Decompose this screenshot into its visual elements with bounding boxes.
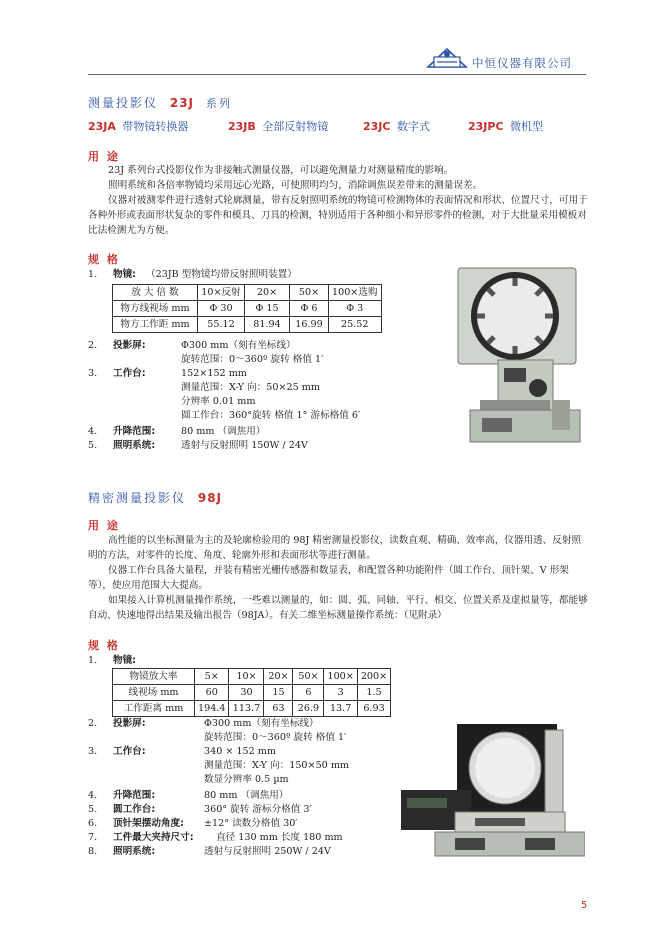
projector-23j-photo: [440, 260, 585, 450]
spec-label: 升降范围:: [113, 790, 156, 801]
table-cell: 200×: [357, 669, 390, 685]
spec-number: 7.: [88, 832, 98, 843]
table-cell: 物镜放大率: [113, 669, 195, 685]
table-cell: 81.94: [245, 317, 290, 333]
spec-label: 物镜:: [113, 269, 137, 280]
spec-number: 3.: [88, 746, 98, 757]
table-cell: 113.7: [229, 701, 264, 717]
usage-paragraph: 仪器工作台具备大量程，并装有精密光栅传感器和数显表，和配置各种功能附件（圆工作台、顶针架、V 形架等），使应用范围大大提高。: [88, 565, 569, 591]
section2-usage-text: [88, 533, 588, 623]
section1-usage-text: [88, 163, 588, 238]
table-cell: Φ 30: [198, 301, 245, 317]
spec-label: 照明系统:: [113, 846, 156, 857]
variant-item: 23JB 全部反射物镜: [228, 120, 329, 133]
section1-title-suffix: 系列: [205, 97, 232, 110]
table-cell: 6.93: [357, 701, 390, 717]
table-cell: 3: [324, 685, 357, 701]
section1-specs: [88, 268, 428, 458]
spec-number: 5.: [88, 440, 98, 451]
table-cell: 30: [229, 685, 264, 701]
spec-number: 6.: [88, 818, 98, 829]
table-cell: 10×: [229, 669, 264, 685]
table-cell: 20×: [264, 669, 293, 685]
table-row: [113, 301, 382, 317]
spec-value: Φ300 mm（刻有坐标线）: [204, 718, 319, 729]
projector-98j-photo: [395, 720, 585, 860]
spec-label: 工件最大夹持尺寸:: [113, 832, 194, 843]
spec-label: 投影屏:: [113, 340, 146, 351]
section2-title-prefix: 精密测量投影仪: [88, 491, 187, 505]
spec-label: 升降范围:: [113, 426, 156, 437]
table-cell: 194.4: [195, 701, 229, 717]
spec-value: 测量范围：X-Y 向：50×25 mm: [181, 382, 320, 393]
table-cell: 10×反射: [198, 285, 245, 301]
table-cell: 60: [195, 685, 229, 701]
company-name: 中恒仪器有限公司: [472, 56, 572, 70]
spec-value: 透射与反射照明 250W / 24V: [204, 846, 331, 857]
table-cell: 1.5: [357, 685, 390, 701]
section1-spec-heading: 规 格: [88, 253, 120, 266]
objective-table: [112, 668, 391, 717]
spec-number: 1.: [88, 655, 98, 666]
table-cell: 物方工作距 mm: [113, 317, 198, 333]
variant-item: 23JA 带物镜转换器: [88, 120, 189, 133]
table-row: [113, 285, 382, 301]
variant-item: 23JC 数字式: [363, 120, 430, 133]
objective-table: [112, 284, 382, 333]
spec-value: 透射与反射照明 150W / 24V: [181, 440, 308, 451]
table-cell: 100×: [324, 669, 357, 685]
table-cell: Φ 6: [290, 301, 329, 317]
spec-note: （23JB 型物镜均带反射照明装置）: [146, 269, 297, 280]
table-cell: 13.7: [324, 701, 357, 717]
spec-value: 圆工作台：360°旋转 格值 1° 游标格值 6′: [181, 410, 361, 421]
section2-usage-heading: 用 途: [88, 519, 120, 532]
usage-paragraph: 如果接入计算机测量操作系统，一些难以测量的，如：圆、弧、同轴、平行、相交、位置关系及虚拟量等，都能够自动、快速地得出结果及输出报告（98JA）。有关二维坐标测量操作系统：（见附录）: [88, 595, 588, 621]
table-cell: 20×: [245, 285, 290, 301]
spec-label: 工作台:: [113, 368, 146, 379]
spec-number: 3.: [88, 368, 98, 379]
table-cell: 63: [264, 701, 293, 717]
table-cell: 26.9: [293, 701, 324, 717]
section2-spec-heading: 规 格: [88, 639, 120, 652]
spec-label: 照明系统:: [113, 440, 156, 451]
table-cell: 线视场 mm: [113, 685, 195, 701]
section1-title: [88, 94, 232, 111]
table-cell: Φ 3: [329, 301, 382, 317]
spec-number: 4.: [88, 426, 98, 437]
spec-value: 直径 130 mm 长度 180 mm: [216, 832, 343, 843]
table-cell: 5×: [195, 669, 229, 685]
spec-label: 投影屏:: [113, 718, 146, 729]
table-cell: 55.12: [198, 317, 245, 333]
spec-value: 360° 旋转 游标分格值 3′: [204, 804, 312, 815]
spec-number: 8.: [88, 846, 98, 857]
section1-title-model: 23J: [169, 96, 195, 110]
spec-value: 152×152 mm: [181, 368, 247, 379]
usage-paragraph: 仪器对被测零件进行透射式轮廓测量，带有反射照明系统的物镜可检测物体的表面情况和形状、位置尺寸，可用于各种外形或表面形状复杂的零件和模具、刀具的检测，特别适用于各种细小和异形零件的检测，对于大批量采用模板对比法检测尤为方便。: [88, 195, 588, 236]
spec-label: 物镜:: [113, 655, 137, 666]
usage-paragraph: 23J 系列台式投影仪作为非接触式测量仪器，可以避免测量力对测量精度的影响。: [108, 165, 454, 176]
company-logo: [425, 47, 469, 69]
section1-title-prefix: 测量投影仪: [88, 96, 159, 110]
section1-usage-heading: 用 途: [88, 150, 120, 163]
spec-value: 80 mm （调焦用）: [181, 426, 266, 437]
spec-value: 80 mm （调焦用）: [204, 790, 289, 801]
spec-label: 工作台:: [113, 746, 146, 757]
spec-value: ±12° 读数分格值 30′: [204, 818, 298, 829]
spec-number: 2.: [88, 340, 98, 351]
table-cell: 25.52: [329, 317, 382, 333]
usage-paragraph: 照明系统和各倍率物镜均采用远心光路，可使照明均匀，消除调焦误差带来的测量误差。: [108, 180, 483, 191]
table-row: [113, 701, 391, 717]
spec-value: Φ300 mm（刻有坐标线）: [181, 340, 296, 351]
section2-title: [88, 489, 222, 506]
spec-number: 4.: [88, 790, 98, 801]
spec-number: 1.: [88, 269, 98, 280]
section2-title-model: 98J: [197, 491, 223, 505]
table-row: [113, 685, 391, 701]
table-cell: 15: [264, 685, 293, 701]
table-cell: 6: [293, 685, 324, 701]
header-divider: [88, 74, 586, 75]
spec-label: 顶针架摆动角度:: [113, 818, 184, 829]
table-cell: 物方线视场 mm: [113, 301, 198, 317]
variant-item: 23JPC 微机型: [468, 120, 544, 133]
spec-number: 5.: [88, 804, 98, 815]
spec-label: 圆工作台:: [113, 804, 156, 815]
spec-value: 旋转范围：0～360º 旋转 格值 1′: [204, 732, 347, 743]
spec-number: 2.: [88, 718, 98, 729]
spec-value: 340 × 152 mm: [204, 746, 277, 757]
spec-value: 测量范围：X-Y 向：150×50 mm: [204, 760, 350, 771]
spec-value: 分辨率 0.01 mm: [181, 396, 256, 407]
table-cell: 工作距离 mm: [113, 701, 195, 717]
table-cell: 100×选购: [329, 285, 382, 301]
spec-value: 旋转范围：0～360º 旋转 格值 1′: [181, 354, 324, 365]
usage-paragraph: 高性能的以坐标测量为主的及轮廓检验用的 98J 精密测量投影仪，读数直观、精确、效率高，仪器用透、反射照明的方法，对零件的长度、角度、轮廓外形和表面形状等进行测量。: [88, 535, 582, 561]
table-row: [113, 317, 382, 333]
page-number: 5: [581, 900, 588, 911]
table-cell: 50×: [293, 669, 324, 685]
table-cell: Φ 15: [245, 301, 290, 317]
spec-value: 数显分辨率 0.5 µm: [204, 774, 289, 785]
table-cell: 放 大 倍 数: [113, 285, 198, 301]
table-cell: 50×: [290, 285, 329, 301]
table-cell: 16.99: [290, 317, 329, 333]
table-row: [113, 669, 391, 685]
